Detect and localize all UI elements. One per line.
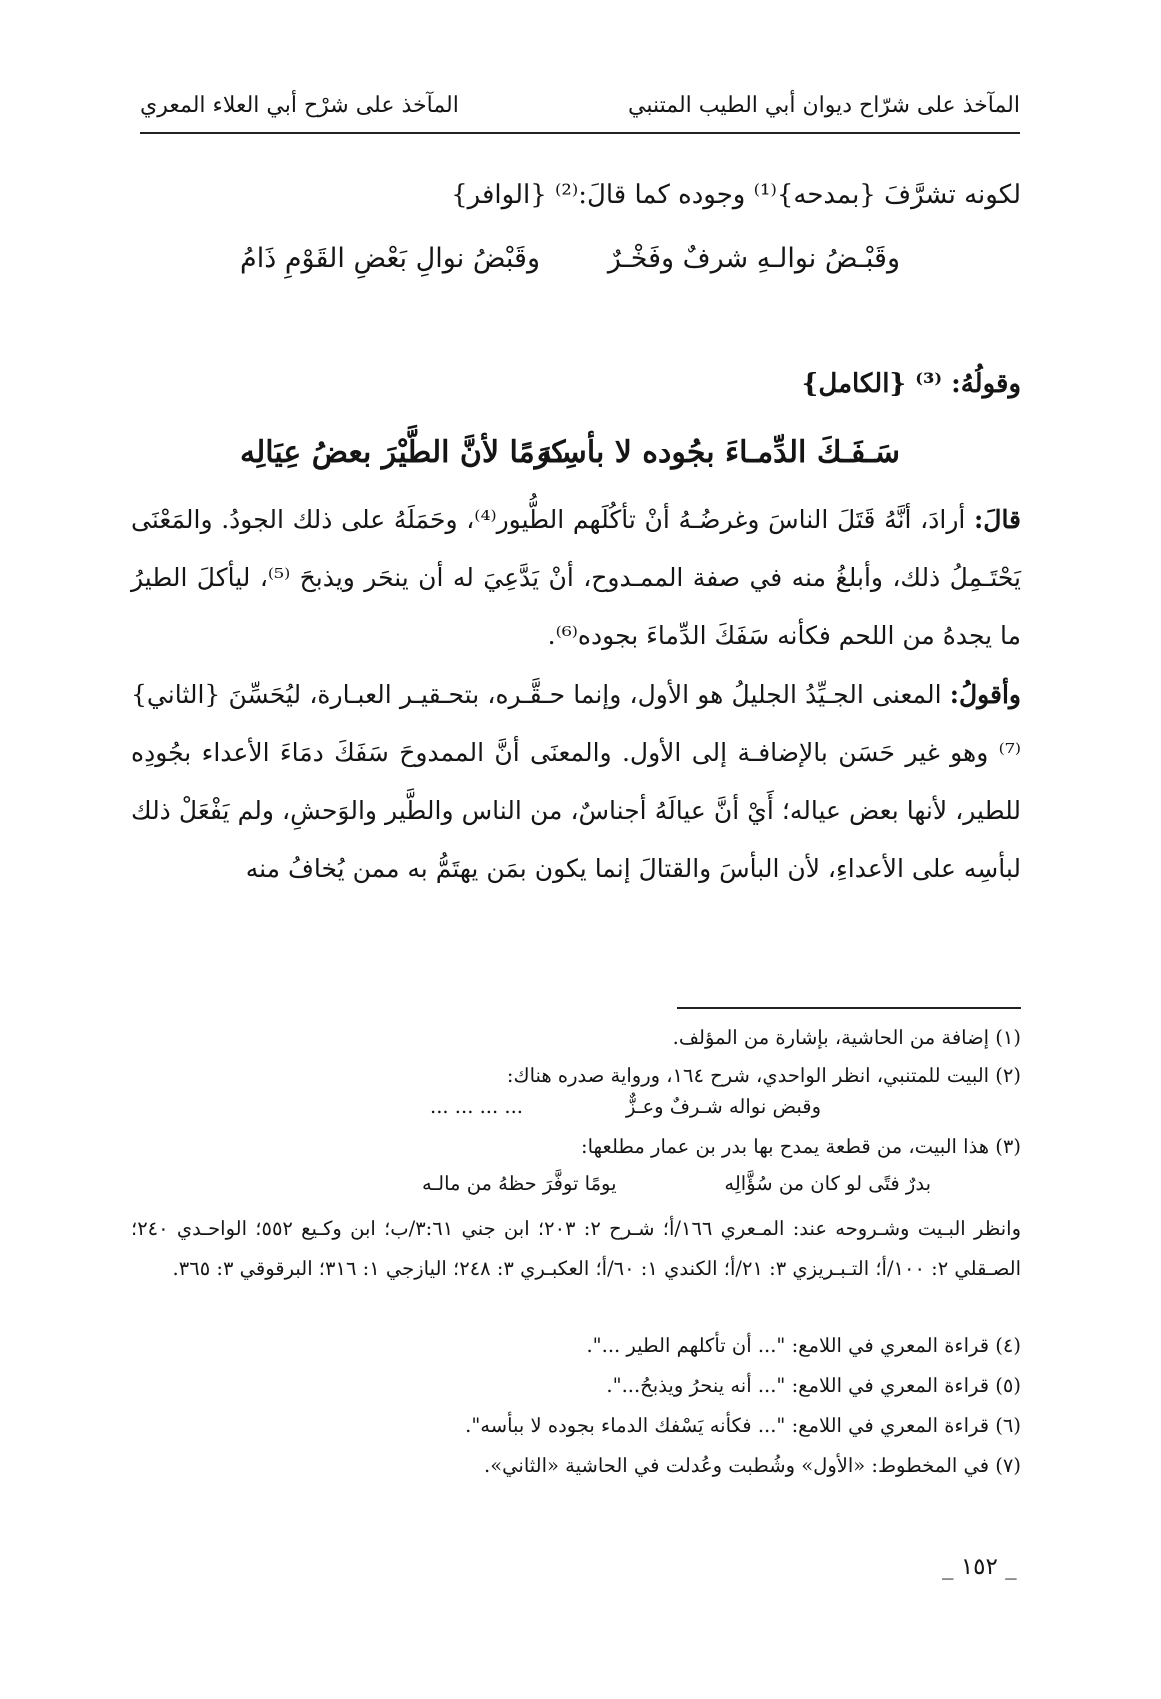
footnote-6: (٦) قراءة المعري في اللامع: "... فكأنه يَسْفك الدماء بجوده لا ببأسه".: [465, 1414, 1021, 1437]
footnote-2-verse-first: وقبض نواله شـرفٌ وعـزٌّ: [626, 1095, 821, 1118]
footnote-2: (٢) البيت للمتنبي، انظر الواحدي، شرح ١٦٤، ورواية صدره هناك:: [506, 1064, 1021, 1087]
verse-2-second-hemistich: كرَمًا لأنَّ الطَّيْرَ بعضُ عِيَالِه: [240, 435, 566, 470]
footnote-5: (٥) قراءة المعري في اللامع: "... أنه ينحرُ ويذبحُ...".: [606, 1374, 1021, 1397]
footnote-7: (٧) في المخطوط: «الأول» وشُطبت وعُدلت في الحاشية «الثاني».: [484, 1454, 1021, 1477]
poem-verse-2: [240, 428, 900, 478]
opening-line: لكونه تشرَّفَ {بمدحه}⁽¹⁾ وجوده كما قالَ:⁽²⁾ {الوافر}: [451, 180, 1021, 210]
second-intro-line: وقولُهُ: ⁽³⁾ {الكامل}: [801, 369, 1021, 399]
header-book-title: المآخذ على شرّاح ديوان أبي الطيب المتنبي: [628, 93, 1020, 118]
verse-2-first-hemistich: سَـفَـكَ الدِّمـاءَ بجُوده لا بأسِـه: [536, 435, 900, 470]
header-chapter-title: المآخذ على شرْح أبي العلاء المعري: [140, 93, 459, 118]
footnote-3-verse-second: يومًا توفَّرَ حظهُ من مالـه: [422, 1172, 617, 1195]
footnote-3: (٣) هذا البيت، من قطعة يمدح بها بدر بن عمار مطلعها:: [581, 1135, 1021, 1158]
footnote-1: (١) إضافة من الحاشية، بإشارة من المؤلف.: [672, 1026, 1021, 1049]
footnote-4: (٤) قراءة المعري في اللامع: "... أن تأكلهم الطير ...".: [586, 1334, 1021, 1357]
commentary-paragraph-2: [131, 666, 1021, 898]
commentary-paragraph-1: [131, 491, 1021, 665]
verse-1-first-hemistich: وقَبْـضُ نوالـهِ شرفٌ وفَخْـرٌ: [607, 243, 900, 274]
footnote-3-verse-first: بدرٌ فتًى لو كان من سُؤَّالِه: [724, 1172, 931, 1195]
running-header: [140, 90, 1020, 134]
speaker-label-qala: قالَ:: [974, 505, 1022, 534]
poem-verse-1: [240, 234, 900, 284]
footnote-separator: [677, 1007, 1021, 1009]
verse-1-second-hemistich: وقَبْضُ نوالِ بَعْضِ القَوْمِ ذَامُ: [240, 243, 540, 274]
paragraph-1-text: أرادَ، أنَّهُ قَتَلَ الناسَ وغرضُـهُ أنْ تأكُلَهم الطُّيور⁽⁴⁾، وحَمَلَهُ على ذلك الجودُ. والمَعْنَى يَحْتَـمِلُ ذلك، وأبلغُ منه في صفة الممـدوح، أنْ يَدَّعِيَ له أن ينحَر ويذبحَ ⁽⁵⁾، ليأكلَ الطيرُ ما يجدهُ من اللحم فكأنه سَفَكَ الدِّماءَ بجوده⁽⁶⁾.: [131, 505, 1022, 650]
paragraph-2-text: المعنى الجـيِّدُ الجليلُ هو الأول، وإنما حـقَّـره، بتحـقيـر العبـارة، ليُحَسِّنَ {الثاني}⁽⁷⁾ وهو غير حَسَن بالإضافـة إلى الأول. والمعنَى أنَّ الممدوحَ سَفَكَ دمَاءَ الأعداء بجُودِه للطير، لأنها بعض عياله؛ أَيْ أنَّ عيالَهُ أجناسٌ، من الناس والطَّير والوَحشِ، ولم يَفْعَلْ ذلك لبأسِه على الأعداءِ، لأن البأسَ والقتالَ إنما يكون بمَن يهتَمُّ به ممن يُخافُ منه: [131, 680, 1021, 883]
footnote-2-verse-second: ... ... ... ...: [430, 1095, 523, 1118]
page-number: _ ١٥٢ _: [942, 1554, 1017, 1580]
speaker-label-aqulu: وأقولُ:: [949, 680, 1021, 709]
footnote-3-sources: وانظر البـيت وشـروحه عند: المـعري ١٦٦/أ؛ شـرح ٢: ٢٠٣؛ ابن جني ٣:٦١/ب؛ ابن وكـيع ٥٥٢؛ الواحـدي ٢٤٠؛ الصـقلي ٢: ١٠٠/أ؛ التـبـريزي ٣: ٢١/أ؛ الكندي ١: ٦٠/أ؛ العكبـري ٣: ٢٤٨؛ اليازجي ١: ٣١٦؛ البرقوقي ٣: ٣٦٥.: [131, 1217, 1021, 1280]
